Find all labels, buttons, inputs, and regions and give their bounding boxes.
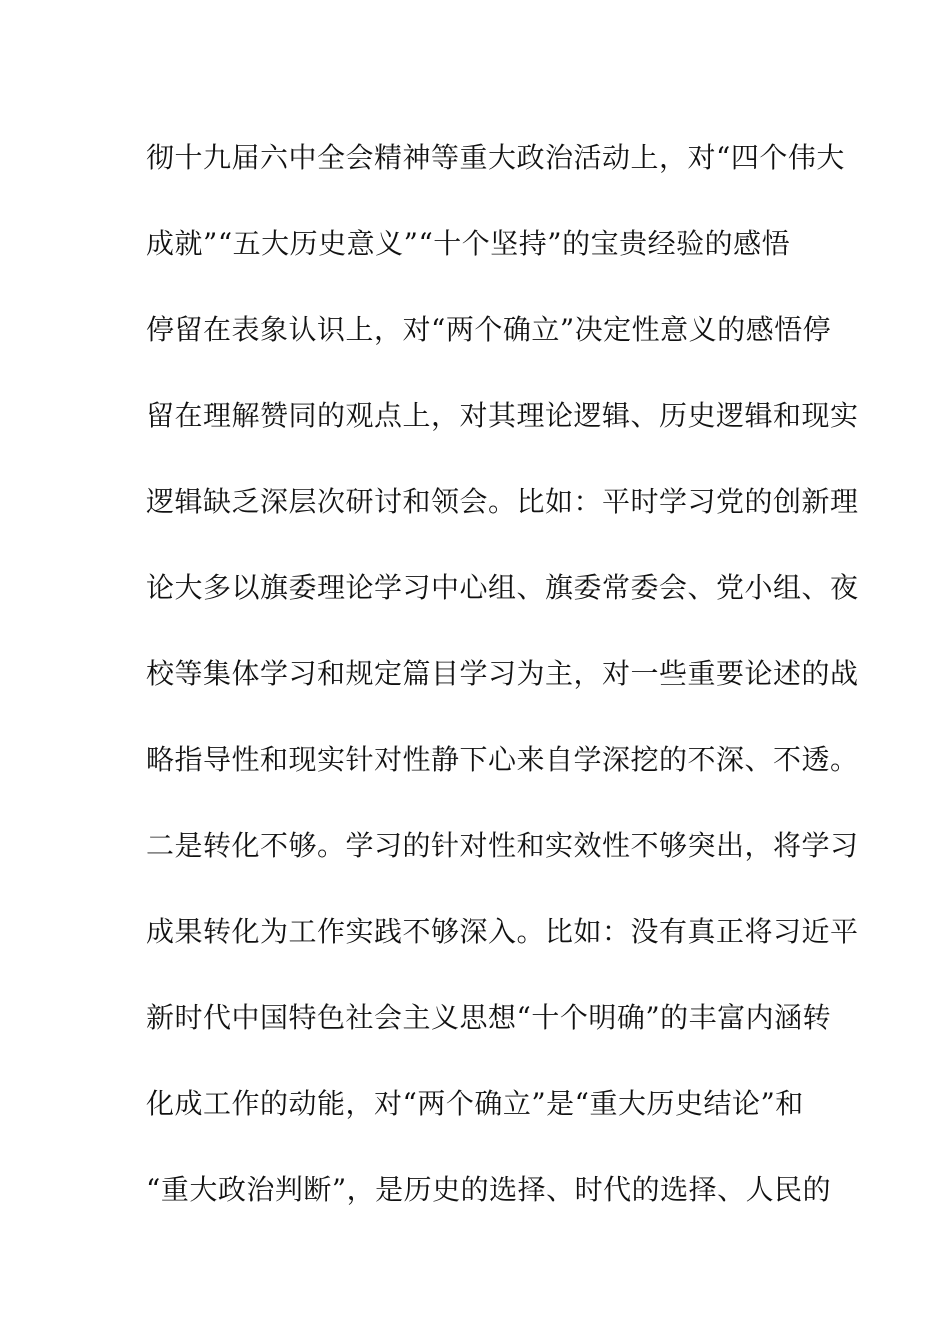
text-line: 彻十九届六中全会精神等重大政治活动上，对“四个伟大: [146, 141, 845, 174]
text-line: 成就”“五大历史意义”“十个坚持”的宝贵经验的感悟: [146, 227, 791, 260]
text-line: 新时代中国特色社会主义思想“十个明确”的丰富内涵转: [146, 1001, 832, 1034]
text-line: 校等集体学习和规定篇目学习为主，对一些重要论述的战: [146, 657, 859, 690]
text-line: 论大多以旗委理论学习中心组、旗委常委会、党小组、夜: [146, 571, 859, 604]
text-line: “重大政治判断”，是历史的选择、时代的选择、人民的: [146, 1173, 832, 1206]
text-line: 停留在表象认识上，对“两个确立”决定性意义的感悟停: [146, 313, 832, 346]
text-line: 二是转化不够。学习的针对性和实效性不够突出，将学习: [146, 829, 859, 862]
text-line: 略指导性和现实针对性静下心来自学深挖的不深、不透。: [146, 743, 859, 776]
text-line: 逻辑缺乏深层次研讨和领会。比如：平时学习党的创新理: [146, 485, 859, 518]
body-text: [146, 135, 859, 1253]
text-line: 留在理解赞同的观点上，对其理论逻辑、历史逻辑和现实: [146, 399, 859, 432]
text-line: 成果转化为工作实践不够深入。比如：没有真正将习近平: [146, 915, 859, 948]
text-line: 化成工作的动能，对“两个确立”是“重大历史结论”和: [146, 1087, 804, 1120]
